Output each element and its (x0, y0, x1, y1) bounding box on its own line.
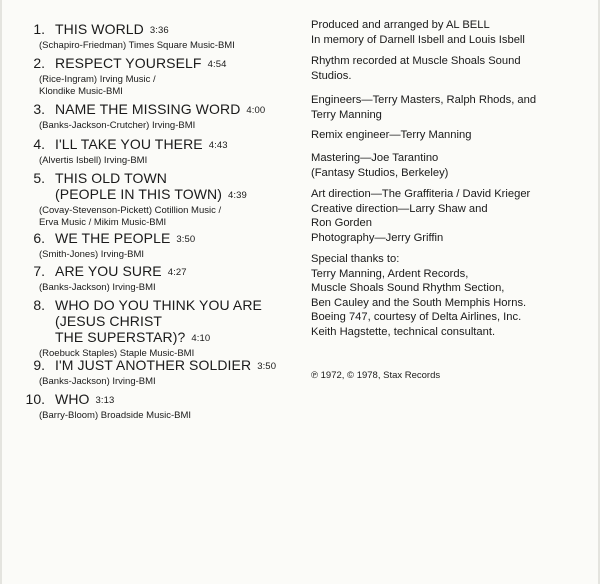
production-note (311, 18, 596, 47)
track-title-line: THE SUPERSTAR)? (55, 329, 186, 345)
track-title-line: THIS WORLD (55, 21, 144, 37)
track-title (55, 297, 300, 347)
rhythm-note (311, 54, 596, 83)
track-duration: 3:50 (176, 234, 196, 245)
track-credit-line: Klondike Music-BMI (39, 86, 123, 97)
credit-line: Mastering—Joe Tarantino (311, 152, 439, 164)
credit-line: Special thanks to: (311, 253, 400, 265)
credit-line: Remix engineer—Terry Manning (311, 129, 472, 141)
track-credit-line: (Banks-Jackson-Crutcher) Irving-BMI (39, 120, 196, 131)
track-number: 4. (33, 136, 45, 152)
track-credit-line: (Banks-Jackson) Irving-BMI (39, 376, 156, 387)
track-title-line: (PEOPLE IN THIS TOWN) (55, 186, 223, 202)
credit-line: (Fantasy Studios, Berkeley) (311, 166, 449, 179)
track-title-line: I'M JUST ANOTHER SOLDIER (55, 357, 252, 373)
track-title (55, 170, 300, 204)
track-title-line: THIS OLD TOWN (55, 170, 168, 186)
track-duration: 4:54 (207, 59, 227, 70)
track-credit (39, 120, 300, 132)
track-title-line: ARE YOU SURE (55, 263, 162, 279)
track-credit-line: Erva Music / Mikim Music-BMI (39, 217, 167, 228)
track-credit (39, 376, 300, 388)
track-title-line: (JESUS CHRIST (55, 313, 163, 329)
track-title (55, 21, 300, 39)
credit-line: Rhythm recorded at Muscle Shoals Sound (311, 55, 521, 67)
track-number: 8. (33, 297, 45, 313)
copyright-notice: ℗ 1972, © 1978, Stax Records (311, 370, 441, 381)
track-credit-line: (Covay-Stevenson-Pickett) Cotillion Music / (39, 205, 222, 216)
track-number: 9. (33, 357, 45, 373)
credit-line: Terry Manning, Ardent Records, (311, 267, 469, 280)
credit-line: Ben Cauley and the South Memphis Horns. (311, 296, 527, 309)
track-title-line: NAME THE MISSING WORD (55, 101, 241, 117)
special-thanks (311, 252, 596, 339)
track-number: 6. (33, 230, 45, 246)
credit-line: Boeing 747, courtesy of Delta Airlines, Inc. (311, 311, 522, 323)
art-direction-note (311, 187, 596, 245)
track-title (55, 101, 300, 119)
credit-line: Art direction—The Graffiteria / David Krieger (311, 188, 531, 200)
track-title (55, 55, 300, 73)
track-credit-line: (Alvertis Isbell) Irving-BMI (39, 155, 148, 166)
track-credit (39, 205, 300, 229)
track-credit-line: (Roebuck Staples) Staple Music-BMI (39, 348, 195, 359)
track-credit-line: (Smith-Jones) Irving-BMI (39, 249, 145, 260)
track-duration: 3:13 (95, 395, 115, 406)
credit-line: Ron Gorden (311, 217, 372, 229)
credit-line: Studios. (311, 69, 352, 82)
track-number: 1. (33, 21, 45, 37)
track-number: 10. (25, 391, 45, 407)
track-duration: 4:43 (208, 140, 228, 151)
track-title (55, 136, 300, 154)
track-duration: 4:10 (191, 333, 211, 344)
track-number: 3. (33, 101, 45, 117)
track-credit (39, 410, 300, 422)
credit-line: In memory of Darnell Isbell and Louis Isbell (311, 33, 525, 46)
track-title-line: RESPECT YOURSELF (55, 55, 202, 71)
track-credit-line: (Rice-Ingram) Irving Music / (39, 74, 156, 85)
credit-line: Muscle Shoals Sound Rhythm Section, (311, 282, 505, 294)
remix-note (311, 128, 596, 143)
track-duration: 4:27 (167, 267, 187, 278)
track-title (55, 263, 300, 281)
track-title (55, 391, 300, 409)
engineers-note (311, 93, 596, 122)
track-title-line: WE THE PEOPLE (55, 230, 171, 246)
track-title-line: WHO (55, 391, 90, 407)
track-duration: 3:36 (149, 25, 169, 36)
track-credit (39, 40, 300, 52)
track-title (55, 357, 300, 375)
track-credit (39, 282, 300, 294)
track-duration: 4:00 (246, 105, 266, 116)
track-credit-line: (Banks-Jackson) Irving-BMI (39, 282, 156, 293)
credit-line: Keith Hagstette, technical consultant. (311, 325, 496, 338)
track-credit (39, 249, 300, 261)
track-number: 2. (33, 55, 45, 71)
track-number: 5. (33, 170, 45, 186)
credit-line: Terry Manning (311, 108, 382, 121)
track-credit (39, 155, 300, 167)
mastering-note (311, 151, 596, 180)
track-number: 7. (33, 263, 45, 279)
track-credit-line: (Barry-Bloom) Broadside Music-BMI (39, 410, 192, 421)
track-title-line: WHO DO YOU THINK YOU ARE (55, 297, 262, 313)
credit-line: Photography—Jerry Griffin (311, 231, 444, 244)
track-credit-line: (Schapiro-Friedman) Times Square Music-BMI (39, 40, 235, 51)
credit-line: Creative direction—Larry Shaw and (311, 202, 488, 215)
credit-line: Engineers—Terry Masters, Ralph Rhods, and (311, 94, 537, 106)
track-duration: 4:39 (228, 190, 247, 201)
track-title-line: I'LL TAKE YOU THERE (55, 136, 203, 152)
track-credit (39, 74, 300, 98)
credit-line: Produced and arranged by AL BELL (311, 19, 490, 31)
track-title (55, 230, 300, 248)
track-duration: 3:50 (257, 361, 277, 372)
